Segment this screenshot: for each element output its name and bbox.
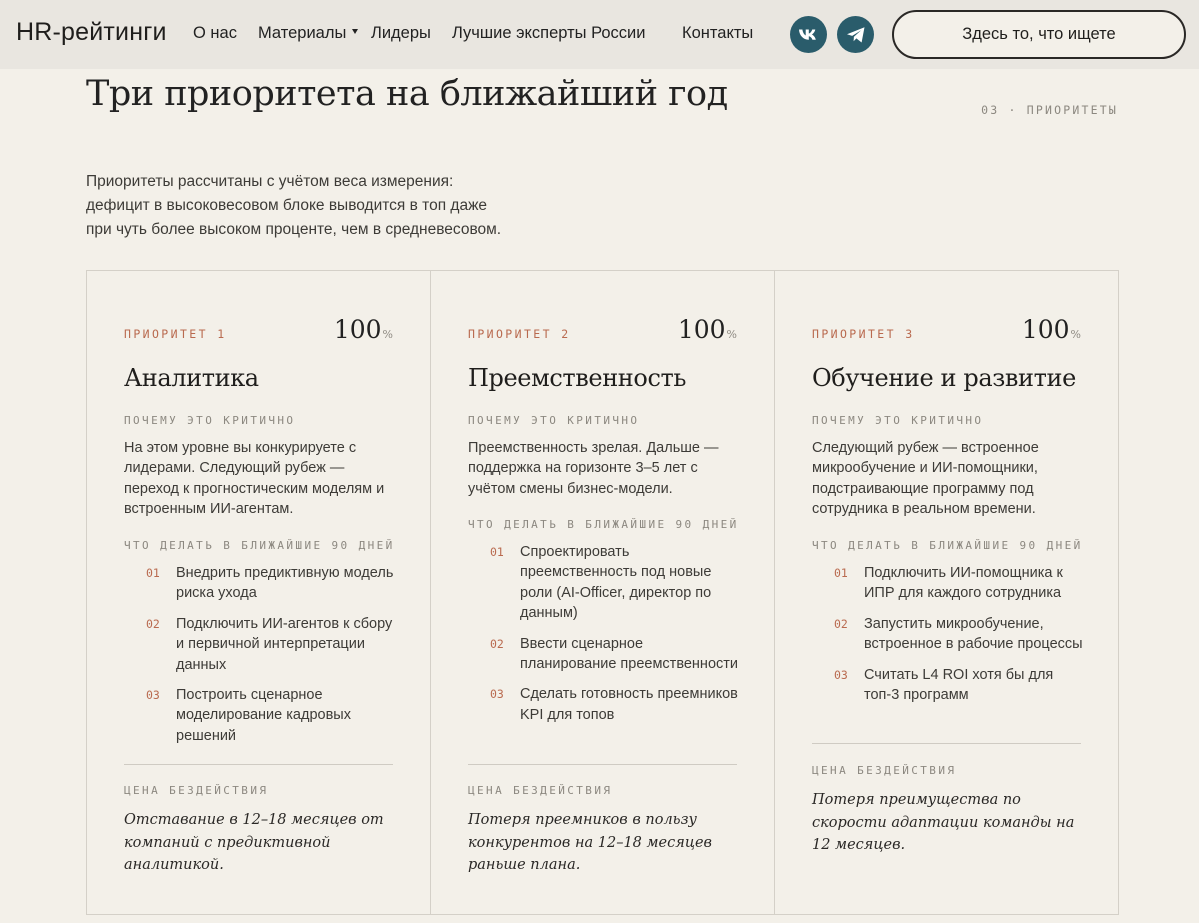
cost-text: Отставание в 12–18 месяцев от компаний с предиктивной аналитикой. bbox=[124, 812, 384, 873]
priority-score bbox=[678, 315, 737, 344]
divider bbox=[468, 764, 737, 765]
todo-label: ЧТО ДЕЛАТЬ В БЛИЖАЙШИЕ 90 ДНЕЙ bbox=[124, 539, 395, 552]
why-critical-text: Следующий рубеж — встроенное микрообучение и ИИ-помощники, подстраивающие программу под сотрудника в реальном времени. bbox=[812, 440, 1039, 518]
priority-score bbox=[334, 315, 393, 344]
search-button[interactable]: Здесь то, что ищете bbox=[892, 10, 1186, 59]
priority-title: Преемственность bbox=[468, 364, 687, 392]
todo-step bbox=[146, 614, 396, 675]
section-tag: 03 · ПРИОРИТЕТЫ bbox=[981, 103, 1118, 117]
priority-label: ПРИОРИТЕТ 3 bbox=[812, 327, 915, 341]
step-number: 01 bbox=[146, 566, 160, 580]
todo-step bbox=[834, 665, 1084, 706]
site-logo[interactable]: HR-рейтинги bbox=[16, 18, 167, 46]
step-text: Ввести сценарное планирование преемственности bbox=[520, 635, 738, 673]
nav-item-best-experts[interactable]: Лучшие эксперты России bbox=[452, 24, 646, 42]
nav-item-contacts[interactable]: Контакты bbox=[682, 24, 754, 42]
cost-label: ЦЕНА БЕЗДЕЙСТВИЯ bbox=[812, 764, 957, 777]
step-number: 01 bbox=[834, 566, 848, 580]
percent-sign: % bbox=[382, 328, 393, 341]
todo-step bbox=[146, 685, 396, 746]
cost-label: ЦЕНА БЕЗДЕЙСТВИЯ bbox=[468, 784, 613, 797]
step-text: Подключить ИИ-помощника к ИПР для каждого сотрудника bbox=[864, 565, 1063, 602]
why-critical-text: На этом уровне вы конкурируете с лидерами. Следующий рубеж — переход к прогностическим моделям и встроенным ИИ-агентам. bbox=[124, 440, 385, 518]
priority-score-value: 100 bbox=[333, 315, 382, 344]
step-number: 03 bbox=[490, 687, 504, 702]
todo-label: ЧТО ДЕЛАТЬ В БЛИЖАЙШИЕ 90 ДНЕЙ bbox=[812, 539, 1083, 552]
section-intro: Приоритеты рассчитаны с учётом веса измерения: дефицит в высоковесовом блоке выводится в топ даже при чуть более высоком проценте, чем в средневесовом. bbox=[86, 173, 502, 238]
nav-item-materials-label: Материалы bbox=[258, 24, 347, 42]
todo-step bbox=[834, 614, 1084, 655]
cost-label: ЦЕНА БЕЗДЕЙСТВИЯ bbox=[124, 784, 269, 797]
todo-list bbox=[490, 542, 740, 735]
step-number: 02 bbox=[834, 616, 848, 631]
cost-text: Потеря преемников в пользу конкурентов на 12–18 месяцев раньше плана. bbox=[468, 812, 712, 873]
step-text: Внедрить предиктивную модель риска ухода bbox=[176, 565, 394, 602]
nav-item-leaders[interactable]: Лидеры bbox=[371, 24, 431, 42]
priority-score-value: 100 bbox=[1021, 315, 1070, 344]
priority-score bbox=[1022, 315, 1081, 344]
todo-list bbox=[146, 563, 396, 756]
priority-title: Обучение и развитие bbox=[812, 364, 1076, 392]
step-text: Сделать готовность преемников KPI для топов bbox=[520, 686, 738, 723]
priority-label: ПРИОРИТЕТ 2 bbox=[468, 327, 571, 341]
todo-step bbox=[146, 563, 396, 604]
percent-sign: % bbox=[726, 328, 737, 341]
step-text: Считать L4 ROI хотя бы для топ-3 программ bbox=[864, 666, 1054, 704]
step-number: 03 bbox=[834, 667, 848, 682]
top-navigation-bar bbox=[0, 0, 1199, 69]
priority-card bbox=[87, 271, 431, 914]
step-text: Построить сценарное моделирование кадровых решений bbox=[176, 687, 351, 744]
todo-step bbox=[490, 542, 740, 624]
why-critical-text: Преемственность зрелая. Дальше — поддержка на горизонте 3–5 лет с учётом смены бизнес-модели. bbox=[468, 440, 719, 497]
todo-step bbox=[490, 634, 740, 675]
priority-score-value: 100 bbox=[677, 315, 726, 344]
priority-label: ПРИОРИТЕТ 1 bbox=[124, 327, 227, 341]
priority-card bbox=[775, 271, 1118, 914]
percent-sign: % bbox=[1070, 328, 1081, 341]
step-number: 02 bbox=[146, 616, 160, 631]
cost-text: Потеря преимущества по скорости адаптации команды на 12 месяцев. bbox=[812, 792, 1075, 853]
step-number: 03 bbox=[146, 688, 160, 703]
nav-item-about[interactable]: О нас bbox=[193, 24, 237, 42]
step-number: 01 bbox=[490, 545, 504, 559]
todo-list bbox=[834, 563, 1084, 715]
priority-title: Аналитика bbox=[124, 364, 259, 392]
todo-label: ЧТО ДЕЛАТЬ В БЛИЖАЙШИЕ 90 ДНЕЙ bbox=[468, 518, 739, 531]
divider bbox=[812, 743, 1081, 744]
chevron-down-icon bbox=[352, 29, 358, 34]
todo-step bbox=[490, 684, 740, 725]
step-text: Запустить микрообучение, встроенное в рабочие процессы bbox=[864, 615, 1083, 653]
divider bbox=[124, 764, 393, 765]
why-critical-label: ПОЧЕМУ ЭТО КРИТИЧНО bbox=[812, 414, 984, 427]
nav-item-materials[interactable] bbox=[258, 24, 358, 43]
step-number: 02 bbox=[490, 636, 504, 651]
why-critical-label: ПОЧЕМУ ЭТО КРИТИЧНО bbox=[468, 414, 640, 427]
step-text: Подключить ИИ-агентов к сбору и первичной интерпретации данных bbox=[176, 615, 393, 673]
todo-step bbox=[834, 563, 1084, 604]
step-text: Спроектировать преемственность под новые роли (AI-Officer, директор по данным) bbox=[520, 544, 712, 622]
vk-icon[interactable] bbox=[790, 16, 827, 53]
why-critical-label: ПОЧЕМУ ЭТО КРИТИЧНО bbox=[124, 414, 296, 427]
priorities-grid bbox=[86, 270, 1119, 915]
page-title: Три приоритета на ближайший год bbox=[86, 74, 728, 114]
telegram-icon[interactable] bbox=[837, 16, 874, 53]
priority-card bbox=[431, 271, 775, 914]
